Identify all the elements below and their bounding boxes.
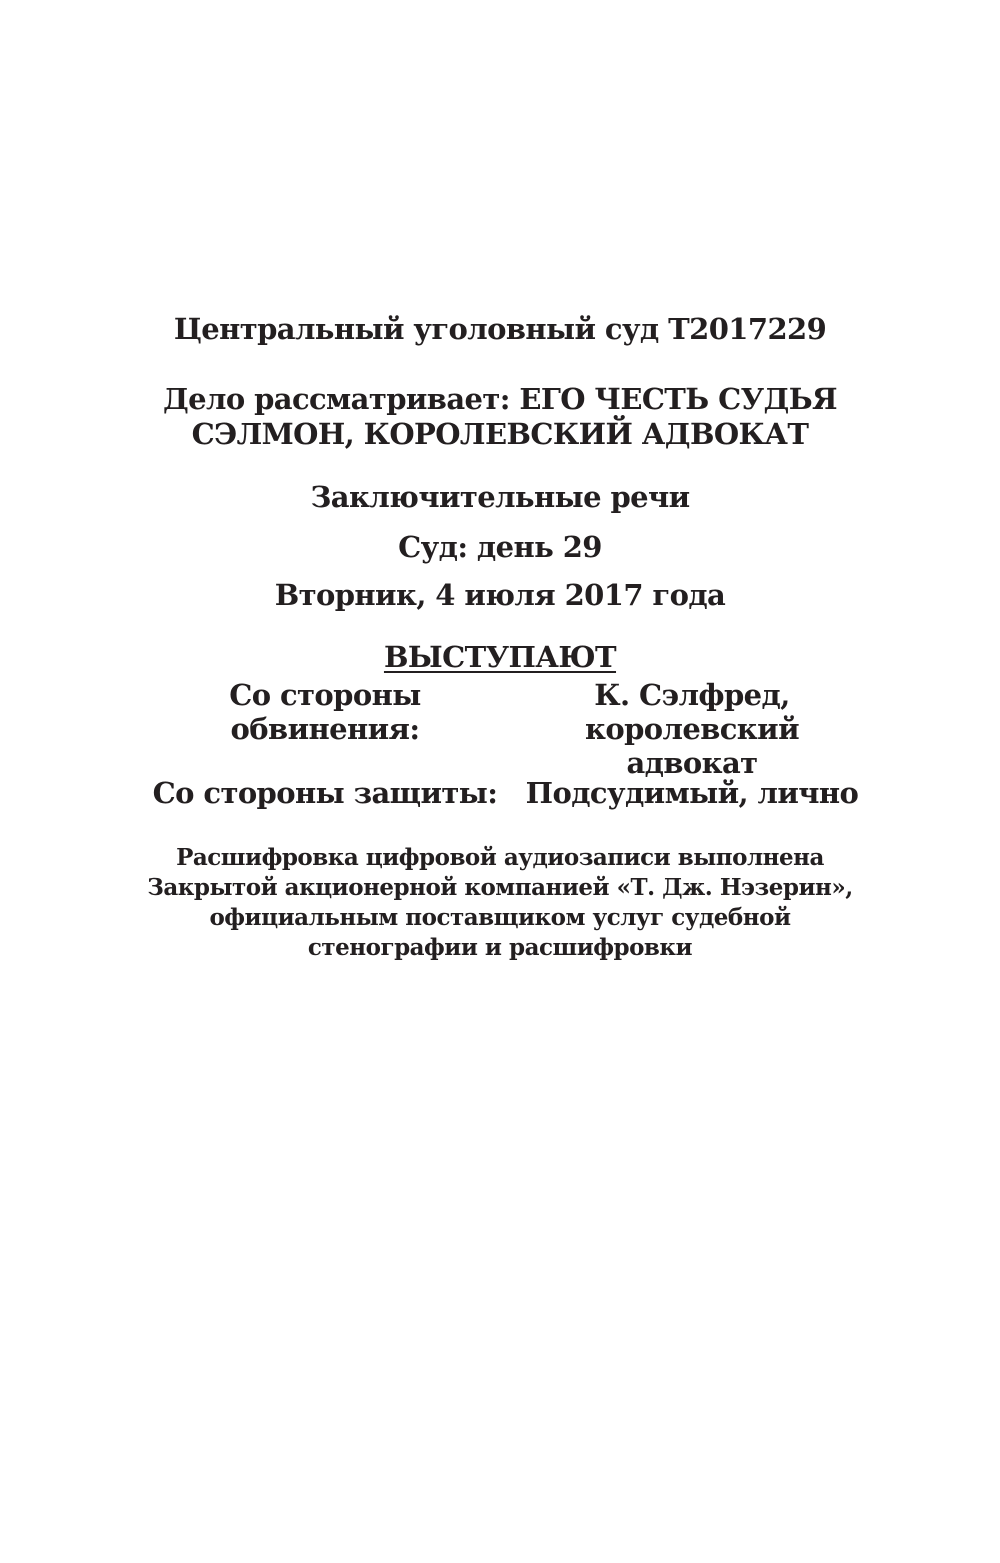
judge-line-2: СЭЛМОН, КОРОЛЕВСКИЙ АДВОКАТ [191, 417, 809, 451]
judge-line-1: Дело рассматривает: ЕГО ЧЕСТЬ СУДЬЯ [162, 382, 838, 416]
transcription-note-line-3: официальным поставщиком услуг судебной [209, 904, 791, 931]
prosecution-name [570, 678, 814, 780]
transcription-note-line-4: стенографии и расшифровки [307, 934, 693, 961]
prosecution-label-line-2: обвинения: [230, 712, 420, 746]
prosecution-name-line-3: адвокат [626, 746, 758, 780]
transcription-note-line-1: Расшифровка цифровой аудиозаписи выполнена [176, 844, 824, 871]
defence-name: Подсудимый, лично [525, 776, 859, 810]
trial-day: Суд: день 29 [398, 530, 602, 564]
transcription-note [0, 843, 1000, 963]
date-line: Вторник, 4 июля 2017 года [274, 578, 726, 612]
judge-block [0, 382, 1000, 452]
prosecution-label-line-1: Со стороны [229, 678, 421, 712]
appearances-heading: ВЫСТУПАЮТ [383, 640, 617, 674]
prosecution-name-line-2: королевский [585, 712, 799, 746]
prosecution-name-line-1: К. Сэлфред, [594, 678, 790, 712]
court-line: Центральный уголовный суд Т2017229 [173, 312, 827, 346]
prosecution-label [214, 678, 436, 746]
session-title: Заключительные речи [310, 480, 690, 514]
transcription-note-line-2: Закрытой акционерной компанией «Т. Дж. Нэзерин», [147, 874, 853, 901]
defence-label: Со стороны защиты: [152, 776, 498, 810]
